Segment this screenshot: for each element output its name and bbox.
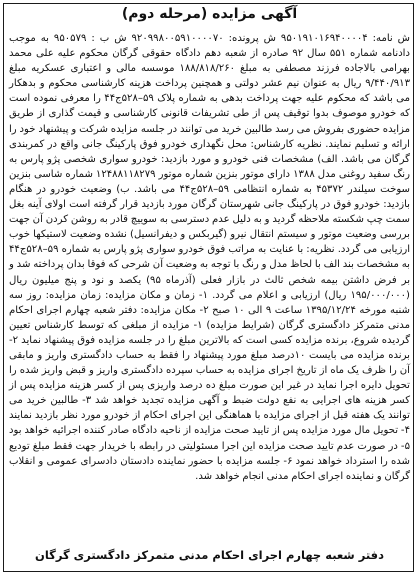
notice-body: ش نامه: ۹۵۰۱۹۱۰۱۶۹۴۰۰۰۰۴ ش پرونده: ۹۲۰۹۹۸۰۰۵۹۱۰۰۰۰۷۰ ش ب : ۹۵۰۵۷۹ به موجب دادنامه شماره ۵۵۱ سال ۹۲ صادره از شعبه دهم دادگاه حقوقی گرگان محکوم علیه علی محمد بهرامی بالاجاده فرزند مصطفی به مبلغ ۱۸۸/۸۱۸/۲۶۰ موسسه مالی و اعتباری عسکریه مبلغ ۹/۴۴۰/۹۱۳ ریال به عنوان نیم عشر دولتی و همچنین پرداخت هزینه کارشناسی محکوم و بدهکار می باشد که محکوم علیه جهت پرداخت بدهی به شماره پلاک ۵۹–۵۲۸ج۴۴ را معرفی نموده است که خودرو موصوف بدوا توقیف پس از طی تشریفات قانونی کارشناسی و قیمت گذاری از طریق مزایده حضوری بفروش می رسد طالبین خرید می توانند در جلسه مزایده شرکت و پیشنهاد خود را ارائه و تسلیم نمایند. نظریه کارشناس: محل نگهداری خودرو فوق پارکینگ جانی واقع در کمربندی گرگان می باشد. الف) مشخصات فنی خودرو و مورد بازدید: خودرو سواری شخصی پژو پارس به رنگ سفید روغنی مدل ۱۳۸۸ دارای موتور بنزین شماره موتور ۱۲۴۸۸۱۱۸۲۷۹ شماره شاسی بنزین سوخت سیلندر ۴۵۳۷۲ به شماره انتظامی ۵۹–۵۲۸ج۴۴ می باشد. ب) وضعیت خودرو در هنگام بازدید: خودرو فوق در پارکینگ جانی شهرستان گرگان مورد بازدید قرار گرفته است اولای آینه بغل سمت چپ شکسته ملاحظه گردید و به دلیل عدم دسترسی به سوییچ قادر به روشن کردن آن جهت بررسی وضعیت موتور و سیستم انتقال نیرو (گیربکس و دیفرانسیل) نشده وضعیت لاستیکها خوب ارزیابی می گردد. نظریه: با عنایت به مراتب فوق خودرو سواری پژو پارس به شماره ۵۹–۵۲۸ج۴۴ به مشخصات بند الف با لحاظ مدل و رنگ با توجه به وضعیت آن شرحی که فوقا بدان پرداخته شد و بر فرض داشتن بیمه شخص ثالث در بازار فعلی (آذرماه ۹۵) یکصد و نود و پنج میلیون ریال (۱۹۵/۰۰۰/۰۰۰ ریال) ارزیابی و اعلام می گردد. ۱- زمان و مکان مزایده: زمان مزایده: روز سه شنبه مورخه ۱۳۹۵/۱۲/۲۴ ساعت ۹ الی ۱۰ صبح ۲- مکان مزایده: دفتر شعبه چهارم اجرای احکام مدنی متمرکز دادگستری گرگان (شرایط مزایده) ۱- مزایده از مبلغی که توسط کارشناس تعیین گردیده شروع، برنده مزایده کسی است که بالاترین مبلغ را در جلسه مزایده فوق پیشنهاد نماید ۲- برنده مزایده می بایست ۱۰درصد مبلغ مورد پیشنهاد را فقط به حساب دادگستری واریز و مابقی آن را ظرف یک ماه از تاریخ اجرای مزایده به حساب سپرده دادگستری واریز و قبض واریز شده را تحویل دایره اجرا نماید در غیر این صورت مبلغ ده درصد واریزی پس از کسر هزینه مزایده پس از کسر هزینه های اجرایی به نفع دولت ضبط و آگهی مزایده تجدید خواهد شد ۳- طالبین خرید می توانند یک هفته قبل از اجرای مزایده با هماهنگی این اجرای احکام از خودرو مورد نظر بازدید نمایند ۴- تحویل مال مورد مزایده پس از تایید صحت مزایده از ناحیه دادگاه صادر کننده اجرائیه خواهد بود ۵- در صورت عدم تایید صحت مزایده این اجرا مسئولیتی در رابطه با خریدار جهت فقط مبلغ تودیع شده را استرداد خواهد نمود ۶- جلسه مزایده با حضور نماینده دادستان دادسرای عمومی و انقلاب گرگان و نماینده اجرای احکام مدنی انجام خواهد شد. [9, 33, 411, 482]
notice-title: آگهی مزایده (مرحله دوم) [121, 6, 298, 22]
notice-footer: دفتر شعبه چهارم اجرای احکام مدنی متمرکز دادگستری گرگان [35, 548, 384, 562]
